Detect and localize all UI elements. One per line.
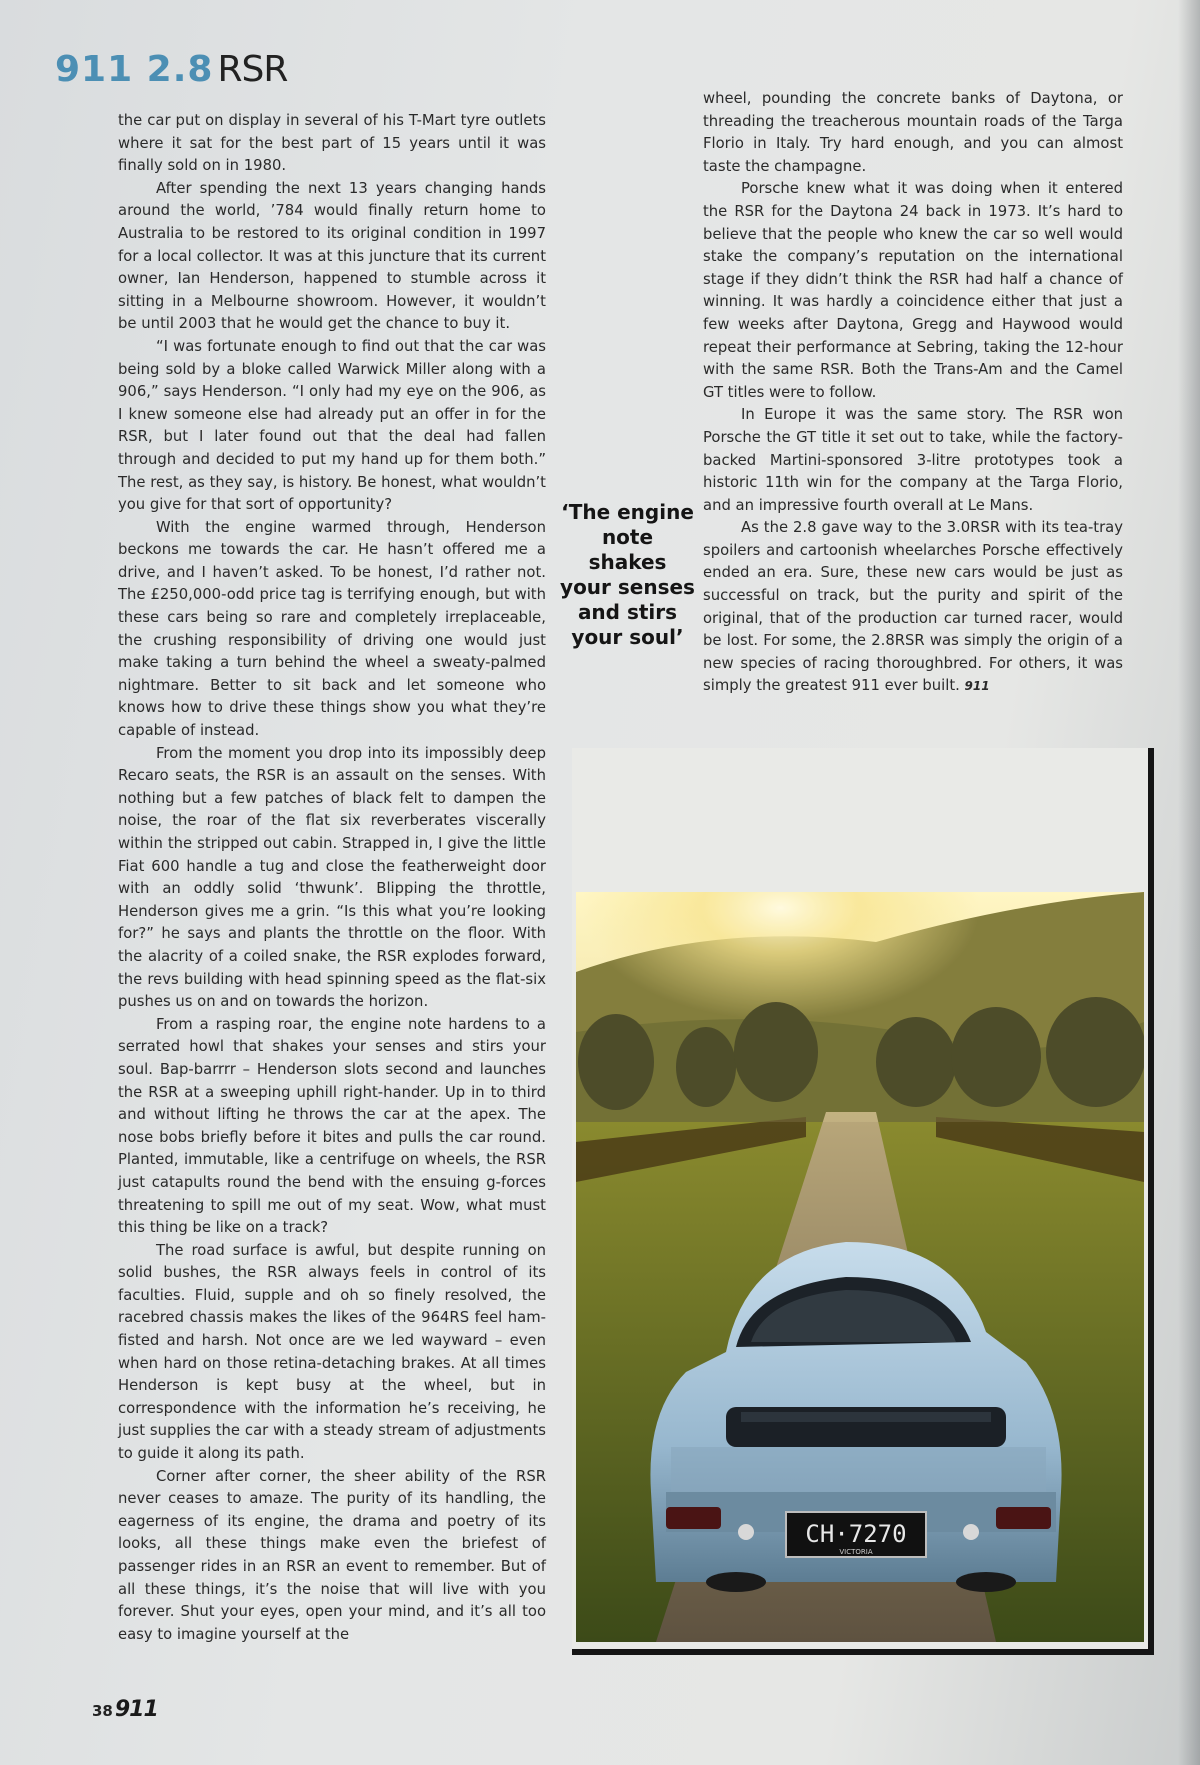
body-paragraph: From the moment you drop into its impossibly deep Recaro seats, the RSR is an assault on the senses. With nothing but a few patches of black felt to dampen the noise, the roar of the flat six reverberates viscerally within the stripped out cabin. Strapped in, I give the little Fiat 600 handle a tug and close the featherweight door with an oddly solid ‘thwunk’. Blipping the throttle, Henderson gives me a grin. “Is this what you’re looking for?” he says and plants the throttle on the floor. With the alacrity of a coiled snake, the RSR explodes forward, the revs building with head spinning speed as the flat-six pushes us on and on towards the horizon. (118, 744, 546, 1011)
body-paragraph: The road surface is awful, but despite running on solid bushes, the RSR always feels in control of its faculties. Fluid, supple and oh so finely resolved, the racebred chassis makes the likes of the 964RS feel ham-fisted and harsh. Not once are we led wayward – even when hard on those retina-detaching brakes. At all times Henderson is kept busy at the wheel, but in correspondence with the information he’s receiving, he just supplies the car with a steady stream of adjustments to guide it along its path. (118, 1241, 546, 1463)
header-variant: RSR (217, 49, 288, 90)
body-paragraph: From a rasping roar, the engine note hardens to a serrated howl that shakes your senses and stirs your soul. Bap-barrrr – Henderson slots second and launches the RSR at a sweeping uphill right-hander. Up in to third and without lifting he throws the car at the apex. The nose bobs briefly before it bites and pulls the car round. Planted, immutable, like a centrifuge on wheels, the RSR just catapults round the bend with the ensuing g-forces threatening to spill me out of my seat. Wow, what must this thing be like on a track? (118, 1015, 546, 1237)
body-paragraph: Corner after corner, the sheer ability of the RSR never ceases to amaze. The purity of its handling, the eagerness of its engine, the drama and poetry of its looks, all these things make even the briefest of passenger rides in an RSR an event to remember. But of all these things, it’s the noise that will live with you forever. Shut your eyes, open your mind, and it’s all too easy to imagine yourself at the (118, 1467, 546, 1643)
license-plate: CH·7270 (805, 1520, 907, 1548)
page-number: 38 (92, 1702, 113, 1720)
body-paragraph: Porsche knew what it was doing when it entered the RSR for the Daytona 24 back in 1973. It’s hard to believe that the people who knew the car so well would stake the company’s reputation on the international stage if they didn’t think the RSR had half a chance of winning. It was hardly a coincidence either that just a few weeks after Daytona, Gregg and Haywood would repeat their performance at Sebring, taking the 12-hour with the same RSR. Both the Trans-Am and the Camel GT titles were to follow. (703, 180, 1123, 401)
body-paragraph: “I was fortunate enough to find out that the car was being sold by a bloke called Warwick Miller along with a 906,” says Henderson. “I only had my eye on the 906, as I knew someone else had already put an offer in for the RSR, but I later found out that the deal had fallen through and decided to put my hand up for them both.” The rest, as they say, is history. Be honest, what wouldn’t you give for that sort of opportunity? (118, 337, 546, 514)
body-paragraph: the car put on display in several of his T-Mart tyre outlets where it sat for the best part of 15 years until it was finally sold on in 1980. (118, 112, 546, 175)
header-model: 911 2.8 (55, 49, 214, 90)
magazine-logo: 911 (114, 1697, 158, 1722)
body-paragraph: In Europe it was the same story. The RSR won Porsche the GT title it set out to take, while the factory-backed Martini-sponsored 3-litre prototypes took a historic 11th win for the company at the Targa Florio, and an impressive fourth overall at Le Mans. (703, 406, 1123, 514)
body-paragraph: After spending the next 13 years changing hands around the world, ’784 would finally return home to Australia to be restored to its original condition in 1997 for a local collector. It was at this juncture that its current owner, Ian Henderson, happened to stumble across it sitting in a Melbourne showroom. However, it wouldn’t be until 2003 that he would get the chance to buy it. (118, 179, 546, 333)
car-photo (572, 748, 1154, 1655)
end-mark: 911 (964, 679, 990, 694)
right-text-column (703, 88, 1123, 698)
final-paragraph-text: As the 2.8 gave way to the 3.0RSR with its tea-tray spoilers and cartoonish wheelarches Porsche effectively ended an era. Sure, these new cars would be just as successful on track, but the purity and spirit of the original, that of the production car turned racer, would be lost. For some, the 2.8RSR was simply the origin of a new species of racing thoroughbred. For others, it was simply the greatest 911 ever built. (703, 519, 1123, 695)
body-paragraph (703, 517, 1123, 698)
left-text-column (118, 110, 546, 1646)
porsche-rear-photo (576, 892, 1144, 1642)
page-folio (92, 1697, 158, 1722)
body-paragraph: wheel, pounding the concrete banks of Daytona, or threading the treacherous mountain roads of the Targa Florio in Italy. Try hard enough, and you can almost taste the champagne. (703, 90, 1123, 175)
article-header (55, 49, 288, 90)
pull-quote: ‘The engine note shakes your senses and stirs your soul’ (560, 500, 695, 649)
license-plate-state: VICTORIA (839, 1548, 873, 1556)
body-paragraph: With the engine warmed through, Henderson beckons me towards the car. He hasn’t offered me a drive, and I haven’t asked. To be honest, I’d rather not. The £250,000-odd price tag is terrifying enough, but with these cars being so rare and completely irreplaceable, the crushing responsibility of driving one would just make taking a turn behind the wheel a sweaty-palmed nightmare. Better to sit back and let someone who knows how to drive these things show you what they’re capable of instead. (118, 518, 546, 740)
